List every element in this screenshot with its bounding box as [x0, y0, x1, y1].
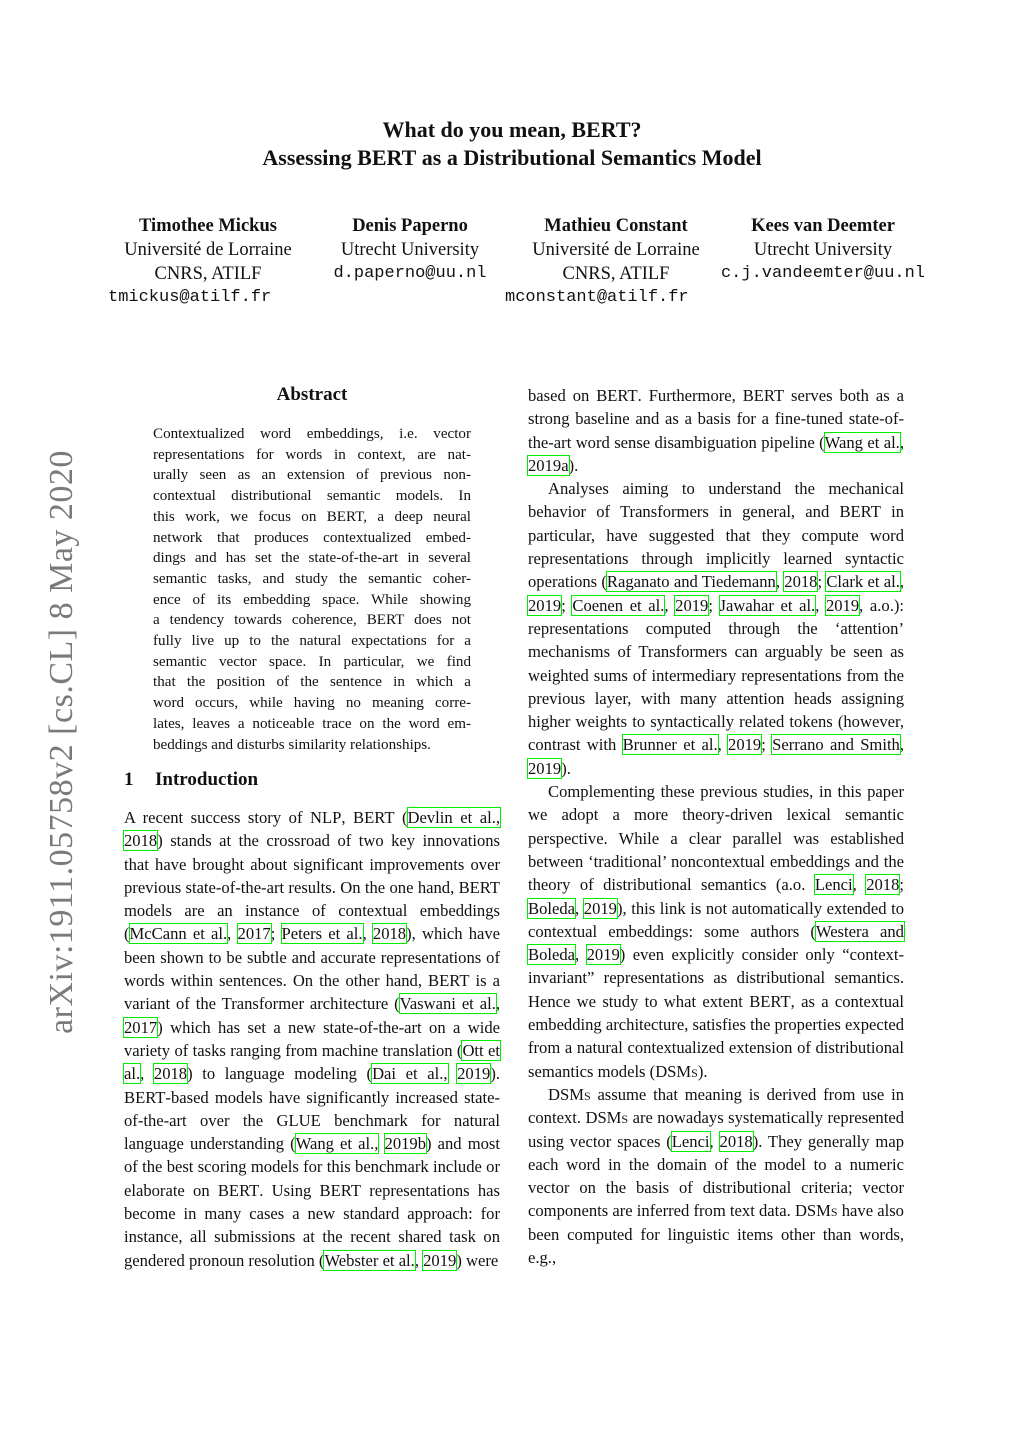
section-heading-introduction	[124, 769, 258, 791]
abstract-line: semantic vector space. In particular, we find	[153, 653, 471, 670]
author-email[interactable]: c.j.vandeemter@uu.nl	[720, 264, 926, 283]
citation-link[interactable]: Wang et al.	[824, 432, 900, 452]
title-line-2: Assessing BERT as a Distributional Semantics Model	[262, 145, 762, 170]
paragraph: DSMs assume that meaning is derived from use in context. DSMs are nowadays systematically represented using vector spaces (Lenci, 2018). They generally map each word in the domain of the model to a numeric vector on the basis of distributional criteria; vector components are inferred from text data. DSMs have also been computed for linguistic items other than words, e.g.,	[528, 1084, 905, 1267]
abstract-line: beddings and disturbs similarity relationships.	[153, 736, 431, 753]
right-column-text	[528, 384, 904, 1269]
title-line-1: What do you mean, BERT?	[382, 117, 642, 142]
abstract-line: contextual distributional semantic models. In	[153, 488, 471, 505]
citation-year-link[interactable]: 2017	[124, 1017, 158, 1037]
paragraph: Analyses aiming to understand the mechanical behavior of Transformers in general, and BERT in particular, have suggested that they compute word representations through implicitly learned syntactic operations (Raganato and Tiedemann, 2018; Clark et al., 2019; Coenen et al., 2019; Jawahar et al., 2019, a.o.): representations computed through the ‘attention’ mechanisms of Transformers can arguably be seen as weighted sums of intermediary representations from the previous layer, with many attention heads assigning higher weights to syntactically related tokens (however, contrast with Brunner et al., 2019; Serrano and Smith, 2019).	[528, 479, 905, 778]
author-name: Mathieu Constant	[544, 216, 688, 236]
citation-link[interactable]: Webster et al.	[324, 1250, 415, 1270]
citation-link[interactable]: Raganato and Tiedemann	[606, 572, 776, 592]
author-name: Denis Paperno	[352, 216, 468, 236]
abstract-line: that the position of the sentence in which a	[153, 674, 471, 691]
citation-year-link[interactable]: 2019a	[528, 455, 569, 475]
abstract-line: ence of its embedding space. While showing	[153, 591, 471, 608]
abstract-line: semantic tasks, and study the semantic coher-	[153, 570, 471, 587]
citation-link[interactable]: Devlin et al.,	[407, 808, 500, 827]
introduction-paragraph-1	[124, 806, 500, 1272]
abstract-line: this work, we focus on BERT, a deep neural	[153, 508, 471, 525]
citation-link[interactable]: Lenci	[671, 1131, 710, 1151]
citation-link[interactable]: Jawahar et al.	[719, 595, 816, 615]
abstract-line: Contextualized word embeddings, i.e. vector	[153, 426, 471, 442]
abstract-line: a tendency towards coherence, BERT does not	[153, 612, 471, 629]
citation-year-link[interactable]: 2018	[784, 572, 818, 592]
citation-year-link[interactable]: 2019b	[384, 1134, 427, 1154]
arxiv-identifier-stamp: arXiv:1911.05758v2 [cs.CL] 8 May 2020	[43, 450, 80, 1034]
citation-year-link[interactable]: 2019	[825, 595, 860, 615]
citation-year-link[interactable]: 2018	[124, 831, 158, 851]
citation-year-link[interactable]: 2019	[728, 735, 762, 755]
author-affiliation: Utrecht University	[340, 240, 480, 260]
citation-year-link[interactable]: 2019	[675, 595, 709, 615]
citation-year-link[interactable]: 2019	[583, 898, 617, 918]
author-mickus	[108, 214, 308, 286]
citation-year-link[interactable]: 2018	[866, 875, 900, 895]
author-email-constant[interactable]: mconstant@atilf.fr	[505, 288, 689, 307]
author-email-mickus[interactable]: tmickus@atilf.fr	[108, 288, 272, 307]
citation-link[interactable]: Vaswani et al.	[399, 994, 496, 1014]
citation-link[interactable]: McCann et al.	[129, 924, 228, 944]
author-name: Timothee Mickus	[139, 216, 277, 236]
citation-year-link[interactable]: 2019	[528, 758, 562, 778]
citation-year-link[interactable]: 2018	[719, 1131, 753, 1151]
citation-year-link[interactable]: 2018	[372, 924, 407, 944]
citation-year-link[interactable]: 2017	[237, 924, 271, 944]
author-affiliation: Université de Lorraine	[124, 240, 292, 260]
citation-link[interactable]: Wang et al.,	[295, 1134, 379, 1154]
citation-link[interactable]: Serrano and Smith	[772, 735, 900, 755]
abstract-line: dings and has set the state-of-the-art in several	[153, 550, 471, 567]
citation-year-link[interactable]: 2019	[586, 945, 620, 965]
author-constant	[516, 214, 716, 286]
citation-year-link[interactable]: 2018	[153, 1064, 188, 1084]
section-number: 1	[124, 769, 134, 790]
paper-title	[0, 116, 1024, 172]
paragraph: A recent success story of NLP, BERT (Devlin et al., 2018) stands at the crossroad of two key innovations that have brought about significant improvements over previous state-of-the-art results. On the one hand, BERT models are an instance of contextual embeddings (McCann et al., 2017; Peters et al., 2018), which have been shown to be subtle and accurate representations of words within sentences. On the other hand, BERT is a variant of the Transformer architecture (Vaswani et al., 2017) which has set a new state-of-the-art on a wide variety of tasks ranging from machine translation (Ott et al., 2018) to language modeling (Dai et al., 2019). BERT-based models have significantly increased state-of-the-art over the GLUE benchmark for natural language understanding (Wang et al., 2019b) and most of the best scoring models for this benchmark include or elaborate on BERT. Using BERT representations has become in many cases a new standard approach: for instance, all submissions at the recent shared task on gendered pronoun resolution (Webster et al., 2019) were	[124, 808, 501, 1270]
abstract-line: network that produces contextualized embed-	[153, 529, 471, 546]
author-lab: CNRS, ATILF	[154, 264, 262, 284]
citation-year-link[interactable]: 2019	[528, 595, 562, 615]
citation-link[interactable]: Lenci	[814, 875, 853, 895]
citation-year-link[interactable]: 2019	[457, 1064, 491, 1084]
citation-link[interactable]: Peters et al.	[281, 924, 363, 944]
citation-link[interactable]: Coenen et al.	[572, 595, 665, 615]
citation-link[interactable]: Ott et al.	[124, 1040, 501, 1084]
citation-link[interactable]: Westera and Boleda	[528, 921, 904, 965]
author-name: Kees van Deemter	[751, 216, 895, 236]
author-list	[0, 214, 1024, 324]
author-affiliation: Utrecht University	[753, 240, 893, 260]
paragraph-continued: based on BERT. Furthermore, BERT serves both as a strong baseline and as a basis for a fine-tuned state-of-the-art word sense disambiguation pipeline (Wang et al., 2019a).	[528, 386, 904, 475]
author-lab: CNRS, ATILF	[562, 264, 670, 284]
abstract-line: lates, leaves a noticeable trace on the word em-	[153, 715, 471, 732]
citation-year-link[interactable]: 2019	[423, 1250, 457, 1270]
abstract-heading: Abstract	[276, 384, 348, 405]
citation-link[interactable]: Dai et al.,	[372, 1064, 448, 1084]
section-title: Introduction	[155, 769, 259, 790]
citation-link[interactable]: Clark et al.	[826, 572, 900, 592]
abstract-line: word occurs, while having no meaning corre-	[153, 695, 471, 712]
author-email[interactable]: d.paperno@uu.nl	[333, 264, 487, 283]
citation-link[interactable]: Boleda	[528, 898, 576, 918]
abstract-text	[153, 424, 471, 755]
paragraph: Complementing these previous studies, in this paper we adopt a more theory-driven lexical semantic perspective. While a clear parallel was established between ‘traditional’ noncontextual embeddings and the theory of distributional semantics (a.o. Lenci, 2018; Boleda, 2019), this link is not automatically extended to contextual embeddings: some authors (Westera and Boleda, 2019) even explicitly consider only “context-invariant” representations as distributional semantics. Hence we study to what extent BERT, as a contextual embedding architecture, satisfies the properties expected from a natural contextualized extension of distributional semantics models (DSMs).	[528, 782, 905, 1081]
abstract-line: representations for words in context, are nat-	[153, 446, 471, 463]
abstract-line: urally seen as an extension of previous non-	[153, 467, 471, 484]
citation-link[interactable]: Brunner et al.	[622, 735, 718, 755]
author-paperno	[310, 214, 510, 286]
abstract-line: fully live up to the natural expectations for a	[153, 633, 471, 650]
author-van-deemter	[712, 214, 934, 286]
author-affiliation: Université de Lorraine	[532, 240, 700, 260]
